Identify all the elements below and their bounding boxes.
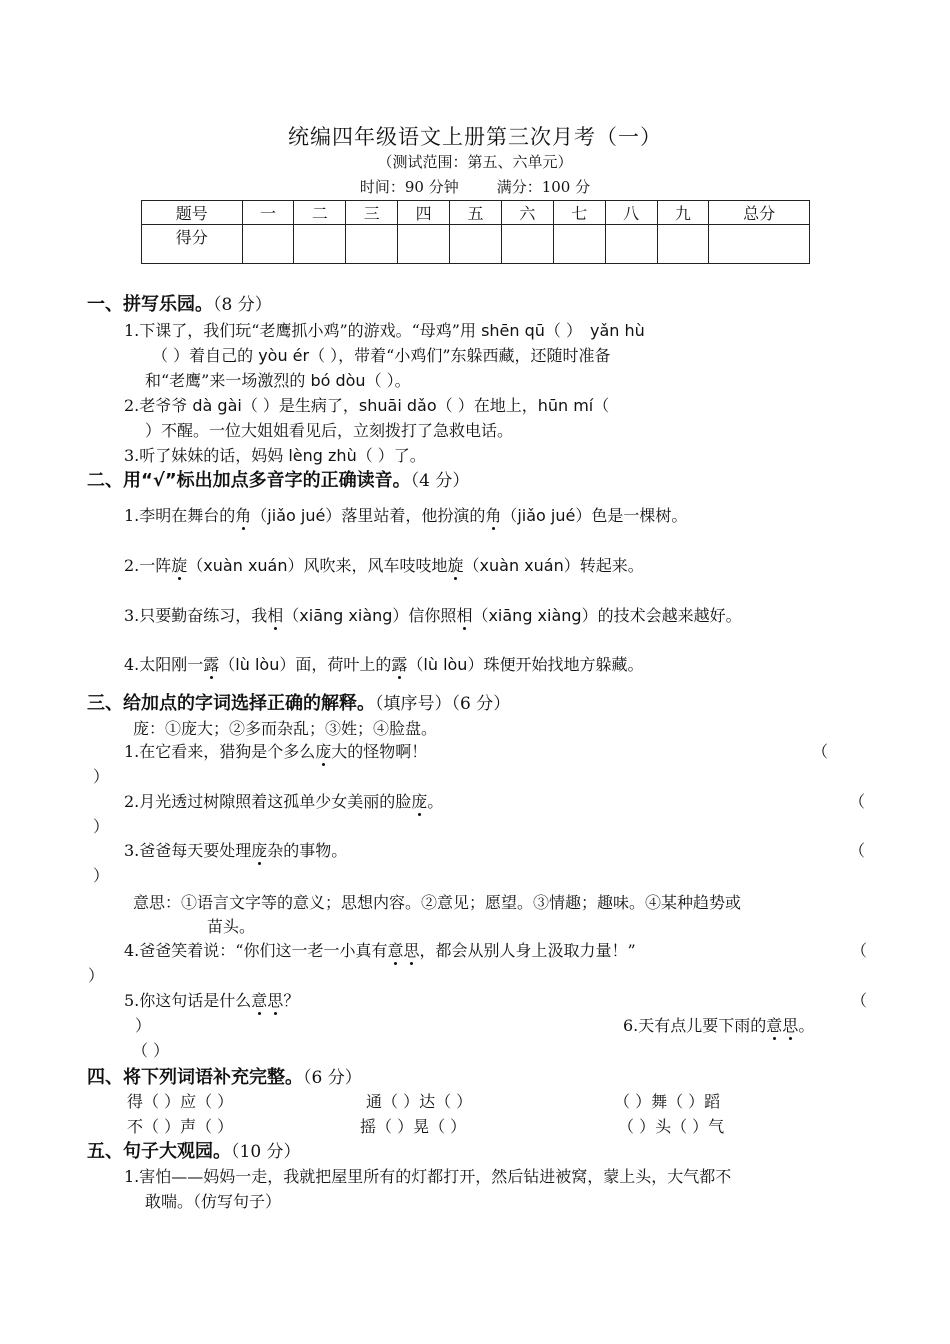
- score-header-cell: 二: [294, 201, 346, 225]
- idiom-blank[interactable]: （ ）头（ ）气: [618, 1117, 725, 1136]
- full-score-label: 满分：100 分: [496, 178, 591, 196]
- s3-question-2: 2.月光透过树隙照着这孤单少女美丽的脸庞。: [124, 789, 443, 812]
- s3-definition-yisi-cont: 苗头。: [207, 917, 256, 936]
- time-label: 时间：90 分钟: [359, 178, 459, 196]
- s3-question-6: 6.天有点儿要下雨的意思。: [623, 1013, 814, 1036]
- score-cell[interactable]: [605, 225, 657, 264]
- score-table: [141, 200, 810, 264]
- answer-paren-open[interactable]: （: [849, 841, 866, 860]
- answer-paren-open[interactable]: （: [851, 991, 868, 1010]
- score-header-cell: 五: [450, 201, 502, 225]
- idiom-blank[interactable]: 通（ ）达（ ）: [366, 1092, 473, 1111]
- score-table-score-row: [142, 225, 810, 264]
- score-header-cell: 一: [242, 201, 294, 225]
- answer-paren-pair[interactable]: （ ）: [132, 1041, 170, 1060]
- s5-question-1: 1.害怕——妈妈一走，我就把屋里所有的灯都打开，然后钻进被窝，蒙上头，大气都不: [124, 1167, 732, 1186]
- score-cell[interactable]: [294, 225, 346, 264]
- s3-question-5: 5.你这句话是什么意思？: [124, 988, 299, 1011]
- s3-question-3: 3.爸爸每天要处理庞杂的事物。: [124, 838, 347, 861]
- idiom-blank[interactable]: 得（ ）应（ ）: [127, 1092, 234, 1111]
- idiom-blank[interactable]: （ ）舞（ ）蹈: [614, 1092, 721, 1111]
- answer-paren-open[interactable]: （: [849, 792, 866, 811]
- score-cell[interactable]: [709, 225, 810, 264]
- score-row-label: 得分: [142, 225, 243, 264]
- s3-definition-pang: 庞：①庞大；②多而杂乱；③姓；④脸盘。: [133, 719, 438, 738]
- score-cell[interactable]: [657, 225, 709, 264]
- s1-line-3: 和“老鹰”来一场激烈的 bó dòu（ ）。: [145, 371, 411, 390]
- page-title: 统编四年级语文上册第三次月考（一）: [288, 125, 662, 149]
- idiom-blank[interactable]: 不（ ）声（ ）: [127, 1117, 234, 1136]
- section-3-heading: 三、给加点的字词选择正确的解释。（填序号）（6 分）: [87, 693, 511, 714]
- section-2-heading: 二、用“√”标出加点多音字的正确读音。（4 分）: [87, 470, 470, 491]
- s2-question-3: 3.只要勤奋练习，我相（xiāng xiàng）信你照相（xiāng xiàng）的技术会越来越好。: [124, 603, 742, 626]
- score-cell[interactable]: [242, 225, 294, 264]
- answer-paren-close: ）: [135, 1016, 152, 1035]
- s1-line-2: （ ）着自己的 yòu ér（ ），带着“小鸡们”东躲西藏，还随时准备: [152, 346, 611, 365]
- score-header-cell: 总分: [709, 201, 810, 225]
- s2-question-4: 4.太阳刚一露（lù lòu）面，荷叶上的露（lù lòu）珠便开始找地方躲藏。: [124, 652, 643, 675]
- score-cell[interactable]: [553, 225, 605, 264]
- s1-line-5: ）不醒。一位大姐姐看见后，立刻拨打了急救电话。: [145, 421, 514, 440]
- s5-question-1-cont: 敢喘。（仿写句子）: [145, 1192, 282, 1211]
- score-header-cell: 七: [553, 201, 605, 225]
- section-1-heading: 一、拼写乐园。（8 分）: [87, 294, 272, 315]
- s2-question-2: 2.一阵旋（xuàn xuán）风吹来，风车吱吱地旋（xuàn xuán）转起来。: [124, 553, 644, 576]
- score-cell[interactable]: [398, 225, 450, 264]
- s1-line-6: 3.听了妹妹的话，妈妈 lèng zhù（ ）了。: [124, 446, 426, 465]
- score-header-cell: 六: [501, 201, 553, 225]
- section-4-heading: 四、将下列词语补充完整。（6 分）: [87, 1067, 362, 1088]
- score-table-header-row: [142, 201, 810, 225]
- score-cell[interactable]: [450, 225, 502, 264]
- answer-paren-close: ）: [93, 817, 110, 836]
- score-cell[interactable]: [501, 225, 553, 264]
- answer-paren-close: ）: [93, 767, 110, 786]
- s3-definition-yisi: 意思：①语言文字等的意义；思想内容。②意见；愿望。③情趣；趣味。④某种趋势或: [133, 893, 742, 912]
- score-header-cell: 三: [346, 201, 398, 225]
- section-5-heading: 五、句子大观园。（10 分）: [87, 1141, 301, 1162]
- answer-paren-close: ）: [88, 966, 105, 985]
- idiom-blank[interactable]: 摇（ ）晃（ ）: [360, 1117, 467, 1136]
- score-cell[interactable]: [346, 225, 398, 264]
- s1-line-4: 2.老爷爷 dà gài（ ）是生病了，shuāi dǎo（ ）在地上，hūn mí（: [124, 396, 610, 415]
- score-header-cell: 四: [398, 201, 450, 225]
- answer-paren-open[interactable]: （: [851, 941, 868, 960]
- time-and-score: [0, 176, 950, 197]
- answer-paren-open[interactable]: （: [812, 742, 829, 761]
- s3-question-1: 1.在它看来，猎狗是个多么庞大的怪物啊！: [124, 739, 427, 762]
- s1-line-1: 1.下课了，我们玩“老鹰抓小鸡”的游戏。“母鸡”用 shēn qū（ ） yǎn hù: [124, 321, 645, 340]
- score-header-cell: 九: [657, 201, 709, 225]
- test-scope: （测试范围：第五、六单元）: [377, 153, 573, 171]
- s2-question-1: 1.李明在舞台的角（jiǎo jué）落里站着，他扮演的角（jiǎo jué）色是一棵树。: [124, 503, 687, 526]
- score-header-cell: 题号: [142, 201, 243, 225]
- s3-question-4: 4.爸爸笑着说：“你们这一老一小真有意思，都会从别人身上汲取力量！”: [124, 938, 636, 961]
- score-header-cell: 八: [605, 201, 657, 225]
- answer-paren-close: ）: [93, 866, 110, 885]
